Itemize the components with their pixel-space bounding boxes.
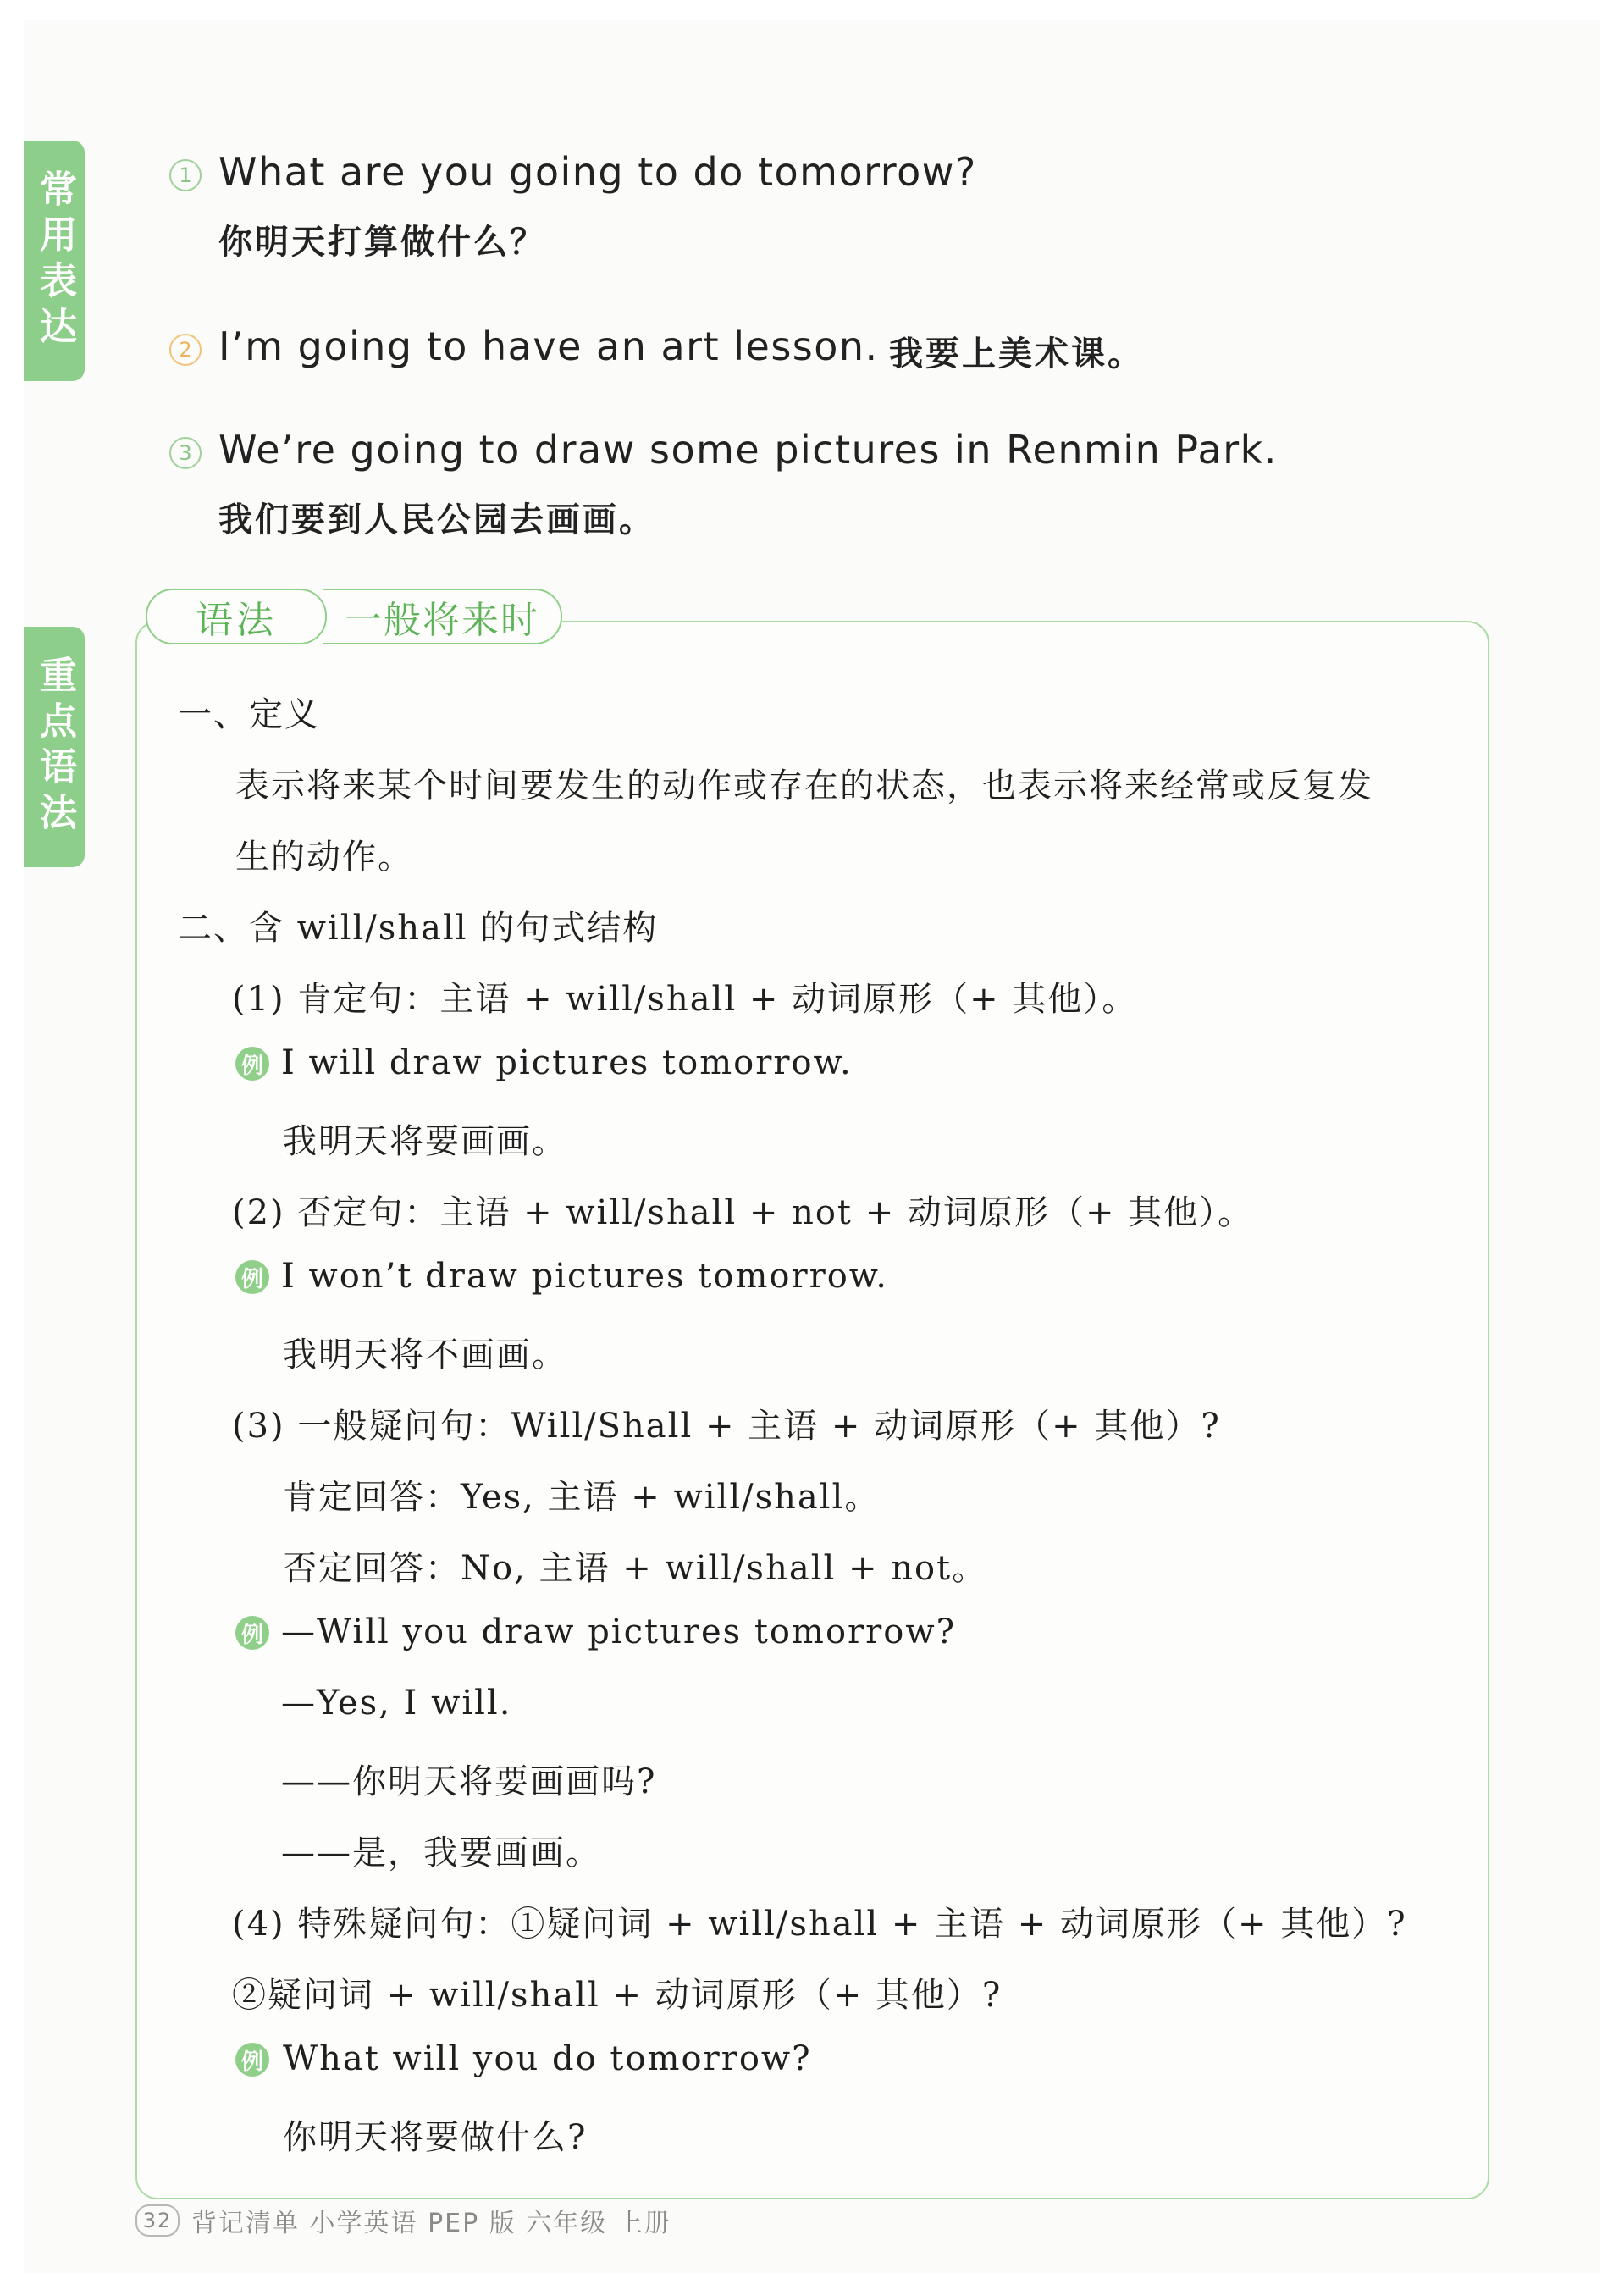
example-answer-cn: ——是，我要画画。: [281, 1834, 601, 1872]
example-negative-en: I won’t draw pictures tomorrow.: [281, 1257, 888, 1296]
expression-3-chinese: 我们要到人民公园去画画。: [218, 501, 655, 539]
rule-negative: (2) 否定句：主语 + will/shall + not + 动词原形（+ 其他）。: [232, 1193, 1254, 1232]
expression-number-1: 1: [169, 159, 202, 191]
expression-3-english: We’re going to draw some pictures in Renmin Park.: [218, 427, 1278, 473]
example-answer-en: —Yes, I will.: [281, 1684, 512, 1723]
side-tab-common-expressions[interactable]: 常用表达: [24, 141, 85, 381]
grammar-heading-definition: 一、定义: [178, 695, 320, 734]
page-footer: [135, 2202, 671, 2239]
rule-yes-no-question: (3) 一般疑问句：Will/Shall + 主语 + 动词原形（+ 其他）?: [232, 1407, 1221, 1446]
expression-1-chinese: 你明天打算做什么？: [218, 223, 546, 262]
grammar-heading-structures: 二、含 will/shall 的句式结构: [178, 909, 659, 948]
example-question-en: —Will you draw pictures tomorrow?: [281, 1612, 957, 1651]
grammar-definition-line-2: 生的动作。: [235, 838, 413, 877]
grammar-topic-label: 一般将来时: [323, 589, 562, 644]
example-negative-cn: 我明天将不画画。: [283, 1336, 567, 1375]
example-badge-icon: 例: [235, 1047, 269, 1081]
rule-yes-answer: 肯定回答：Yes, 主语 + will/shall。: [283, 1478, 881, 1517]
expression-number-3: 3: [169, 437, 202, 469]
example-wh-en: What will you do tomorrow?: [283, 2039, 812, 2078]
example-affirmative-en: I will draw pictures tomorrow.: [281, 1043, 853, 1082]
rule-no-answer: 否定回答：No, 主语 + will/shall + not。: [283, 1549, 988, 1588]
rule-wh-question-1: (4) 特殊疑问句：①疑问词 + will/shall + 主语 + 动词原形（+ 其他）?: [232, 1905, 1407, 1944]
example-badge-icon: 例: [235, 1616, 269, 1650]
example-wh-cn: 你明天将要做什么?: [283, 2118, 588, 2157]
expression-2-chinese: 我要上美术课。: [889, 335, 1144, 373]
expression-2-english: I’m going to have an art lesson.: [218, 324, 879, 369]
grammar-definition-line-1: 表示将来某个时间要发生的动作或存在的状态，也表示将来经常或反复发: [235, 766, 1373, 805]
expression-1-english: What are you going to do tomorrow?: [218, 149, 977, 195]
grammar-label: 语法: [146, 589, 327, 644]
example-badge-icon: 例: [235, 1260, 269, 1294]
example-affirmative-cn: 我明天将要画画。: [283, 1122, 567, 1161]
rule-affirmative: (1) 肯定句：主语 + will/shall + 动词原形（+ 其他）。: [232, 980, 1138, 1019]
rule-wh-question-2: ②疑问词 + will/shall + 动词原形（+ 其他）?: [232, 1976, 1003, 2015]
example-question-cn: ——你明天将要画画吗?: [281, 1762, 657, 1801]
page-number: 32: [135, 2204, 180, 2237]
side-tab-key-grammar[interactable]: 重点语法: [24, 627, 85, 867]
footer-text: 背记清单 小学英语 PEP 版 六年级 上册: [191, 2209, 671, 2238]
example-badge-icon: 例: [235, 2043, 269, 2077]
expression-number-2: 2: [169, 334, 202, 366]
